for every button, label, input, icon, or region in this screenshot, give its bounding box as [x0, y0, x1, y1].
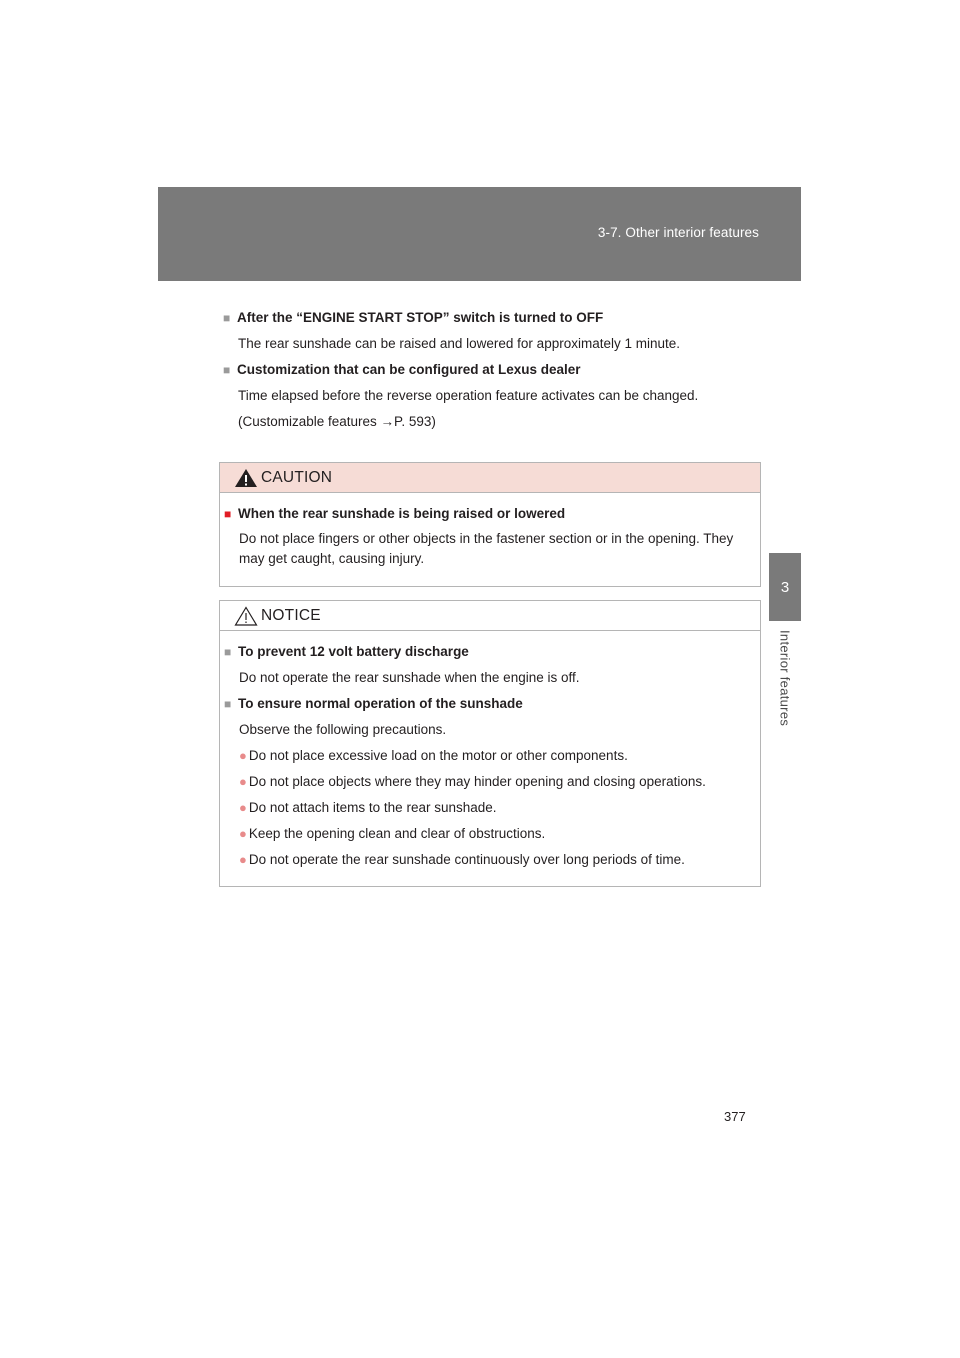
- caution-header: [220, 463, 760, 493]
- notice-paragraph: Observe the following precautions.: [239, 722, 447, 737]
- list-item: ● Do not operate the rear sunshade continuously over long periods of time.: [239, 852, 685, 867]
- square-bullet-icon: ■: [224, 645, 232, 659]
- square-bullet-icon: ■: [224, 507, 232, 521]
- square-bullet-icon: ■: [223, 363, 231, 377]
- list-item: ● Do not attach items to the rear sunshade.: [239, 800, 497, 815]
- list-item: ● Do not place excessive load on the motor or other components.: [239, 748, 628, 763]
- section-heading: ■ After the “ENGINE START STOP” switch is turned to OFF: [223, 307, 763, 333]
- circle-bullet-icon: ●: [239, 852, 247, 867]
- chapter-tab: [769, 553, 801, 621]
- header-bar: [158, 187, 801, 281]
- notice-box: [219, 600, 761, 887]
- square-bullet-icon: ■: [223, 311, 231, 325]
- notice-body: [220, 631, 760, 875]
- circle-bullet-icon: ●: [239, 774, 247, 789]
- square-bullet-icon: ■: [224, 697, 232, 711]
- list-item: ● Do not place objects where they may hinder opening and closing operations.: [239, 774, 706, 789]
- notice-heading: ■ To ensure normal operation of the sunshade: [224, 693, 746, 719]
- circle-bullet-icon: ●: [239, 826, 247, 841]
- caution-box: [219, 462, 761, 587]
- paragraph: The rear sunshade can be raised and lowered for approximately 1 minute.: [238, 336, 680, 351]
- caution-body: [220, 493, 760, 569]
- section-title: 3-7. Other interior features: [597, 225, 759, 240]
- paragraph: Time elapsed before the reverse operation feature activates can be changed.: [238, 388, 699, 403]
- paragraph: (Customizable features →P. 593): [238, 414, 436, 429]
- main-content: [223, 307, 763, 437]
- circle-bullet-icon: ●: [239, 800, 247, 815]
- page-number: 377: [724, 1109, 746, 1124]
- notice-heading: ■ To prevent 12 volt battery discharge: [224, 641, 746, 667]
- section-heading: ■ Customization that can be configured at Lexus dealer: [223, 359, 763, 385]
- notice-paragraph: Do not operate the rear sunshade when the engine is off.: [239, 670, 580, 685]
- notice-title: NOTICE: [261, 607, 321, 624]
- circle-bullet-icon: ●: [239, 748, 247, 763]
- caution-heading: ■ When the rear sunshade is being raised or lowered: [224, 503, 746, 529]
- chapter-number: 3: [780, 578, 790, 596]
- notice-header: [220, 601, 760, 631]
- warning-triangle-outline-icon: [234, 606, 258, 626]
- list-item: ● Keep the opening clean and clear of obstructions.: [239, 826, 546, 841]
- caution-text: Do not place fingers or other objects in the fastener section or in the opening. They may get caught, causing injury.: [239, 531, 734, 566]
- chapter-label: Interior features: [777, 630, 793, 727]
- caution-title: CAUTION: [261, 469, 333, 486]
- warning-triangle-icon: [234, 468, 258, 488]
